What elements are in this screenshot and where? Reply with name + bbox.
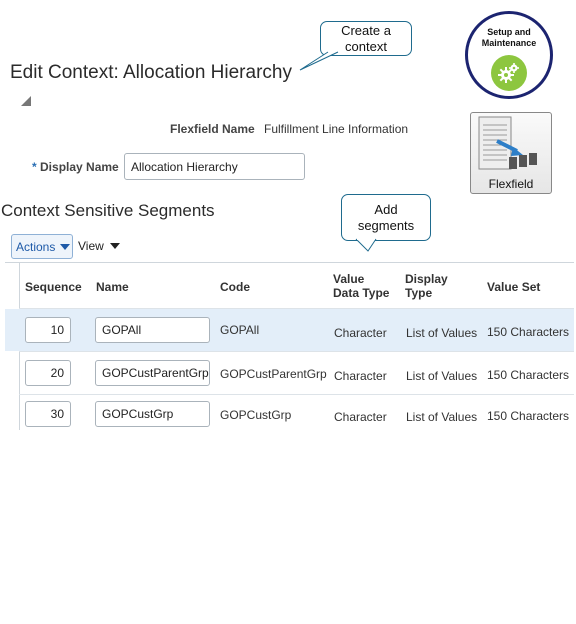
- callout-add-segments-text: Add segments: [357, 201, 415, 233]
- value-data-type-cell: Character: [334, 410, 387, 424]
- code-cell: GOPAll: [220, 323, 260, 337]
- display-name-label: [32, 160, 119, 174]
- flexfield-name-label: Flexfield Name: [170, 122, 255, 136]
- segments-table: [5, 262, 574, 432]
- sequence-input[interactable]: 20: [25, 360, 71, 386]
- callout-create-context-text: Create a context: [341, 23, 391, 54]
- table-row[interactable]: [5, 309, 574, 351]
- sequence-input[interactable]: 10: [25, 317, 71, 343]
- column-header-name[interactable]: Name: [96, 280, 129, 294]
- column-header-value-data-type[interactable]: Value Data Type: [333, 272, 390, 300]
- callout-add-segments: [341, 194, 431, 241]
- display-type-cell: List of Values: [406, 369, 478, 383]
- name-input[interactable]: GOPCustGrp: [95, 401, 210, 427]
- chevron-down-icon: [60, 244, 70, 250]
- column-header-value-set[interactable]: Value Set: [487, 280, 541, 294]
- display-type-cell: List of Values: [406, 410, 478, 424]
- gears-icon: [491, 55, 527, 91]
- flexfield-tile: [470, 112, 552, 194]
- column-header-code[interactable]: Code: [220, 280, 250, 294]
- view-menu[interactable]: [78, 239, 120, 253]
- value-set-cell: 150 Characters: [487, 409, 570, 423]
- value-data-type-cell: Character: [334, 369, 387, 383]
- setup-and-maintenance-badge: [465, 11, 553, 99]
- column-header-sequence[interactable]: Sequence: [25, 280, 82, 294]
- name-input[interactable]: GOPAll: [95, 317, 210, 343]
- collapse-region-icon[interactable]: [21, 96, 31, 106]
- display-name-label-text: Display Name: [40, 160, 119, 174]
- value-set-cell: 150 Characters: [487, 368, 570, 382]
- actions-label: Actions: [16, 239, 56, 254]
- flexfield-tile-label: Flexfield: [488, 177, 534, 191]
- callout-pointer: [354, 238, 382, 254]
- code-cell: GOPCustGrp: [220, 408, 292, 422]
- required-indicator: *: [32, 160, 37, 174]
- chevron-down-icon: [110, 243, 120, 249]
- actions-menu-button[interactable]: [11, 234, 73, 259]
- setup-badge-label: Setup and Maintenance: [481, 27, 537, 48]
- value-data-type-cell: Character: [334, 326, 387, 340]
- table-row[interactable]: [5, 352, 574, 394]
- flexfield-name-value: Fulfillment Line Information: [264, 122, 409, 136]
- table-row[interactable]: [5, 395, 574, 433]
- name-input[interactable]: GOPCustParentGrp: [95, 360, 210, 386]
- page-title: Edit Context: Allocation Hierarchy: [10, 62, 292, 83]
- code-cell: GOPCustParentGrp: [220, 367, 327, 381]
- section-title: Context Sensitive Segments: [1, 201, 215, 220]
- display-type-cell: List of Values: [406, 326, 478, 340]
- sequence-input[interactable]: 30: [25, 401, 71, 427]
- value-set-cell: 150 Characters: [487, 325, 570, 339]
- display-name-input[interactable]: Allocation Hierarchy: [124, 153, 305, 180]
- column-header-display-type[interactable]: Display Type: [405, 272, 448, 300]
- callout-pointer: [298, 50, 348, 74]
- view-label: View: [78, 239, 104, 253]
- flexfield-icon: [471, 113, 551, 175]
